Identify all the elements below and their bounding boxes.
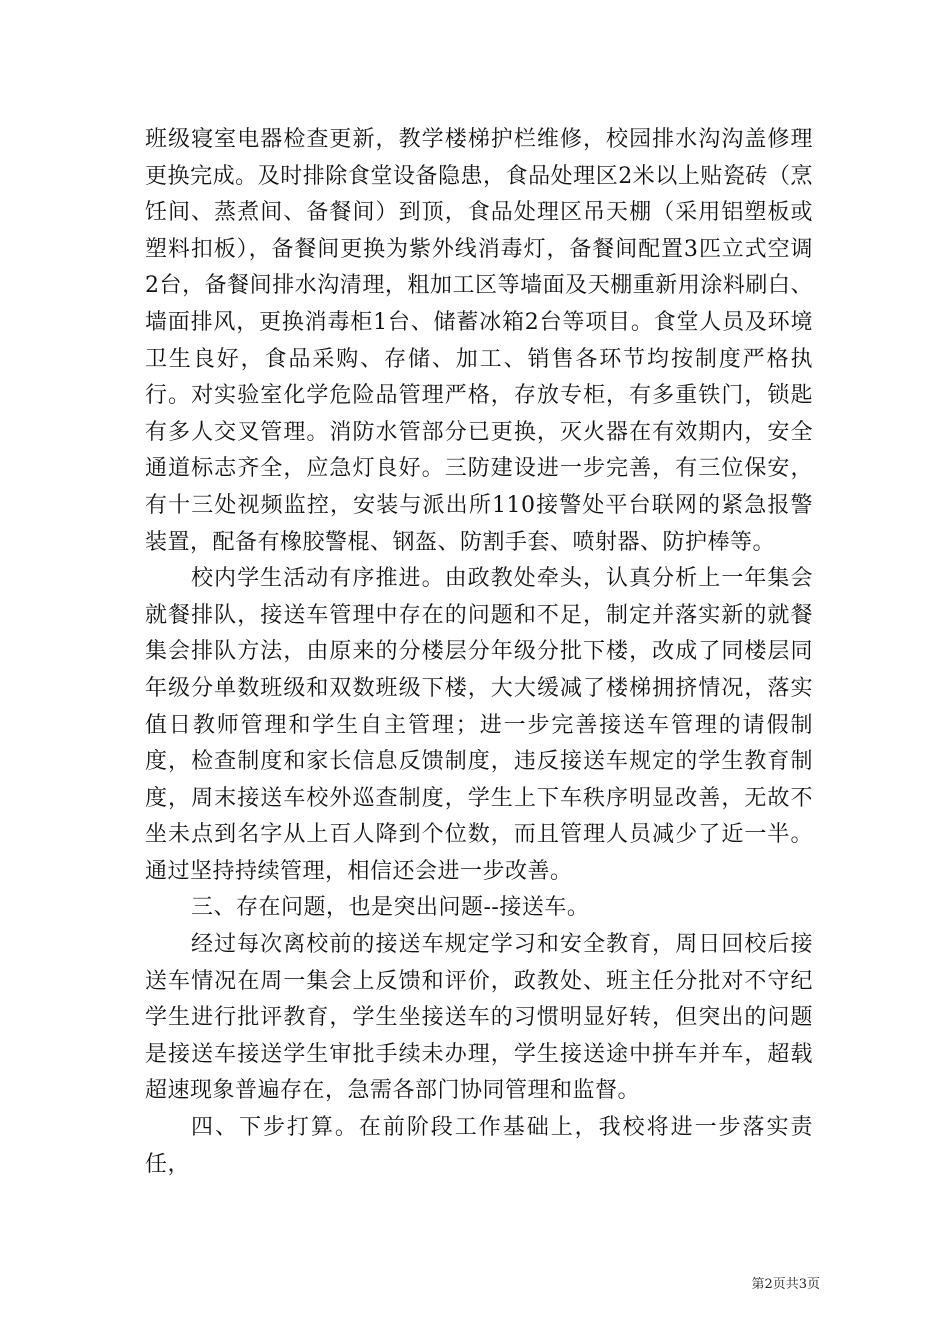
section-heading-next-steps: 四、下步打算。在前阶段工作基础上，我校将进一步落实责任， bbox=[145, 1115, 813, 1177]
paragraph-problems: 经过每次离校前的接送车规定学习和安全教育，周日回校后接送车情况在周一集会上反馈和评价，政教处、班主任分批对不守纪学生进行批评教育，学生坐接送车的习惯明显好转，但突出的问题是接送车接送学生审批手续未办理，学生接送途中拼车并车，超载超速现象普遍存在，急需各部门协同管理和监督。 bbox=[145, 932, 813, 1104]
paragraph-facilities: 班级寝室电器检查更新，教学楼梯护栏维修，校园排水沟沟盖修理更换完成。及时排除食堂设备隐患，食品处理区2米以上贴瓷砖（烹饪间、蒸煮间、备餐间）到顶，食品处理区吊天棚（采用铝塑板或塑料扣板），备餐间更换为紫外线消毒灯，备餐间配置3匹立式空调2台，备餐间排水沟清理，粗加工区等墙面及天棚重新用涂料刷白、墙面排风，更换消毒柜1台、储蓄冰箱2台等项目。食堂人员及环境卫生良好，食品采购、存储、加工、销售各环节均按制度严格执行。对实验室化学危险品管理严格，存放专柜，有多重铁门，锁匙有多人交叉管理。消防水管部分已更换，灭火器在有效期内，安全通道标志齐全，应急灯良好。三防建设进一步完善，有三位保安，有十三处视频监控，安装与派出所110接警处平台联网的紧急报警装置，配备有橡胶警棍、钢盔、防割手套、喷射器、防护棒等。 bbox=[145, 127, 813, 555]
document-body bbox=[145, 122, 813, 1183]
page-number: 第2页共3页 bbox=[751, 1277, 820, 1292]
section-heading-problems: 三、存在问题，也是突出问题--接送车。 bbox=[191, 895, 590, 921]
paragraph-student-activities: 校内学生活动有序推进。由政教处牵头，认真分析上一年集会就餐排队，接送车管理中存在的问题和不足，制定并落实新的就餐集会排队方法，由原来的分楼层分年级分批下楼，改成了同楼层同年级分单数班级和双数班级下楼，大大缓减了楼梯拥挤情况，落实值日教师管理和学生自主管理；进一步完善接送车管理的请假制度，检查制度和家长信息反馈制度，违反接送车规定的学生教育制度，周末接送车校外巡查制度，学生上下车秩序明显改善，无故不坐未点到名字从上百人降到个位数，而且管理人员减少了近一半。通过坚持持续管理，相信还会进一步改善。 bbox=[145, 566, 813, 884]
